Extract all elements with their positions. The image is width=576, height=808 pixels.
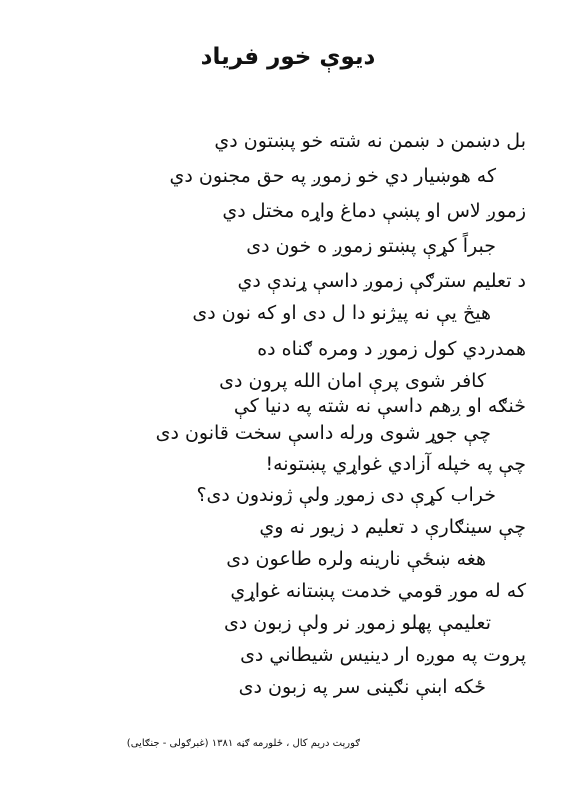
poem-line: هغه ښځې نارينه ولره طاعون دی: [226, 548, 486, 570]
poem-line: بل دښمن د ښمن نه شته خو پښتون دي: [214, 130, 526, 152]
poem-line: که هوښيار دي خو زموږ په حق مجنون دي: [169, 165, 496, 187]
poem-line: که له موږ قومي خدمت پښتانه غواړي: [230, 580, 526, 602]
poem-line: د تعليم سترګې زموږ داسې ړندې دي: [237, 270, 526, 292]
poem-line: چې په خپله آزادي غواړي پښتونه!: [265, 453, 526, 475]
poem-line: چې جوړ شوی ورله داسې سخت قانون دی: [155, 422, 491, 444]
source-footnote: ګورېت دريم کال ، ځلورمه ګڼه ۱۳۸۱ (غبرګولی - جنګايی): [126, 738, 360, 749]
poem-line: چې سينګارې د تعليم د زيور نه وي: [259, 516, 526, 538]
poem-line: ځکه ابنې نګينی سر په زبون دی: [238, 676, 486, 698]
poem-line: څنګه او ږهم داسې نه شته په دنيا کې: [233, 395, 526, 417]
poem-line: کافر شوی پرې امان الله پرون دی: [219, 370, 486, 392]
poem-line: پروت په موږه ار دينيس شيطاني دی: [240, 644, 526, 666]
poem-line: همدردي کول زموږ د ومره ګناه ده: [257, 338, 526, 360]
poem-line: خراب کړې دی زموږ ولې ژوندون دی؟: [196, 484, 496, 506]
poem-line: تعليمې پهلو زموږ نر ولې زبون دی: [223, 612, 491, 634]
poem-line: جبراً کړې پښتو زموږ ه خون دی: [246, 235, 496, 257]
poem-line: زموږ لاس او پښې دماغ واړه مختل دي: [222, 200, 526, 222]
poem-title: ديوې خور فرياد: [200, 44, 376, 70]
poem-line: هيڅ يې نه پيژنو دا ل دی او که نون دی: [192, 302, 491, 324]
